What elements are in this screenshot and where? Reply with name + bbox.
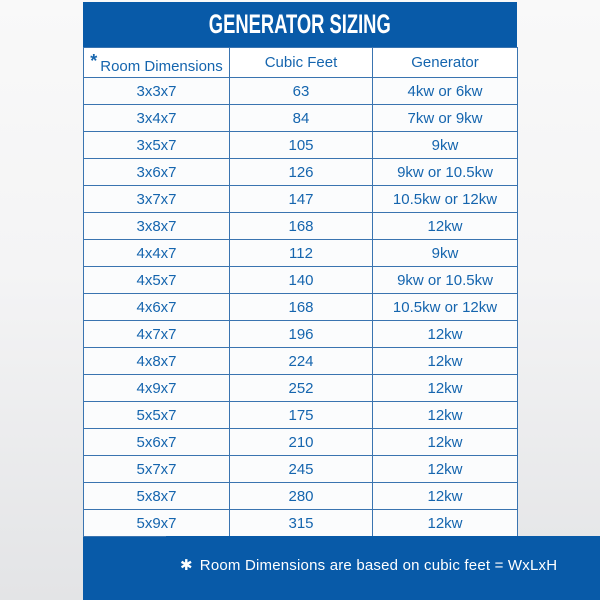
table-cell: 112 — [230, 240, 373, 267]
table-cell: 126 — [230, 159, 373, 186]
table-cell: 9kw — [373, 132, 518, 159]
table-cell: 5x7x7 — [84, 456, 230, 483]
table-cell: 7kw or 9kw — [373, 105, 518, 132]
table-cell: 9kw or 10.5kw — [373, 267, 518, 294]
table-cell: 5x8x7 — [84, 483, 230, 510]
table-cell: 12kw — [373, 213, 518, 240]
table-cell: 196 — [230, 321, 373, 348]
table-cell: 315 — [230, 510, 373, 537]
table-cell: 5x9x7 — [84, 510, 230, 537]
table-cell: 210 — [230, 429, 373, 456]
table-cell: 84 — [230, 105, 373, 132]
footnote-band — [166, 536, 600, 600]
table-row — [84, 267, 518, 294]
table-cell: 12kw — [373, 402, 518, 429]
table-cell: 4kw or 6kw — [373, 78, 518, 105]
table-row — [84, 105, 518, 132]
table-cell: 12kw — [373, 456, 518, 483]
table-row — [84, 240, 518, 267]
asterisk-marker: ✱ — [180, 557, 193, 574]
generator-sizing-panel — [83, 2, 558, 600]
table-cell: 4x7x7 — [84, 321, 230, 348]
column-header-cubic-feet: Cubic Feet — [230, 48, 373, 78]
table-cell: 12kw — [373, 429, 518, 456]
table-cell: 140 — [230, 267, 373, 294]
table-cell: 12kw — [373, 348, 518, 375]
table-cell: 5x5x7 — [84, 402, 230, 429]
table-row — [84, 456, 518, 483]
table-row — [84, 213, 518, 240]
table-header-row — [84, 48, 518, 78]
column-header-room-dimensions — [84, 48, 230, 78]
table-cell: 4x4x7 — [84, 240, 230, 267]
table-cell: 9kw — [373, 240, 518, 267]
table-cell: 10.5kw or 12kw — [373, 294, 518, 321]
table-cell: 147 — [230, 186, 373, 213]
table-cell: 4x9x7 — [84, 375, 230, 402]
footnote-text: Room Dimensions are based on cubic feet = WxLxH — [199, 557, 558, 574]
table-cell: 3x5x7 — [84, 132, 230, 159]
table-row — [84, 321, 518, 348]
table-row — [84, 429, 518, 456]
table-cell: 105 — [230, 132, 373, 159]
table-cell: 4x6x7 — [84, 294, 230, 321]
footnote — [166, 536, 600, 574]
table-row — [84, 348, 518, 375]
table-cell: 168 — [230, 213, 373, 240]
table-cell: 9kw or 10.5kw — [373, 159, 518, 186]
table-row — [84, 483, 518, 510]
table-cell: 3x7x7 — [84, 186, 230, 213]
table-cell: 10.5kw or 12kw — [373, 186, 518, 213]
table-cell: 4x5x7 — [84, 267, 230, 294]
table-cell: 4x8x7 — [84, 348, 230, 375]
column-header-generator: Generator — [373, 48, 518, 78]
table-row — [84, 78, 518, 105]
table-cell: 245 — [230, 456, 373, 483]
table-row — [84, 132, 518, 159]
table-row — [84, 159, 518, 186]
table-cell: 12kw — [373, 375, 518, 402]
table-cell: 3x6x7 — [84, 159, 230, 186]
table-cell: 3x3x7 — [84, 78, 230, 105]
table-cell: 5x6x7 — [84, 429, 230, 456]
table-cell: 280 — [230, 483, 373, 510]
table-cell: 3x4x7 — [84, 105, 230, 132]
table-row — [84, 510, 518, 537]
page-title: GENERATOR SIZING — [209, 9, 391, 39]
table-cell: 224 — [230, 348, 373, 375]
asterisk-marker: * — [90, 50, 98, 71]
table-cell: 63 — [230, 78, 373, 105]
table-row — [84, 186, 518, 213]
table-cell: 3x8x7 — [84, 213, 230, 240]
table-row — [84, 294, 518, 321]
table-cell: 12kw — [373, 510, 518, 537]
table-row — [84, 402, 518, 429]
table-cell: 12kw — [373, 483, 518, 510]
title-banner — [83, 2, 517, 47]
generator-sizing-table — [83, 47, 518, 537]
table-row — [84, 375, 518, 402]
table-cell: 168 — [230, 294, 373, 321]
table-cell: 12kw — [373, 321, 518, 348]
table-cell: 252 — [230, 375, 373, 402]
table-cell: 175 — [230, 402, 373, 429]
column-header-label: Room Dimensions — [100, 57, 223, 75]
